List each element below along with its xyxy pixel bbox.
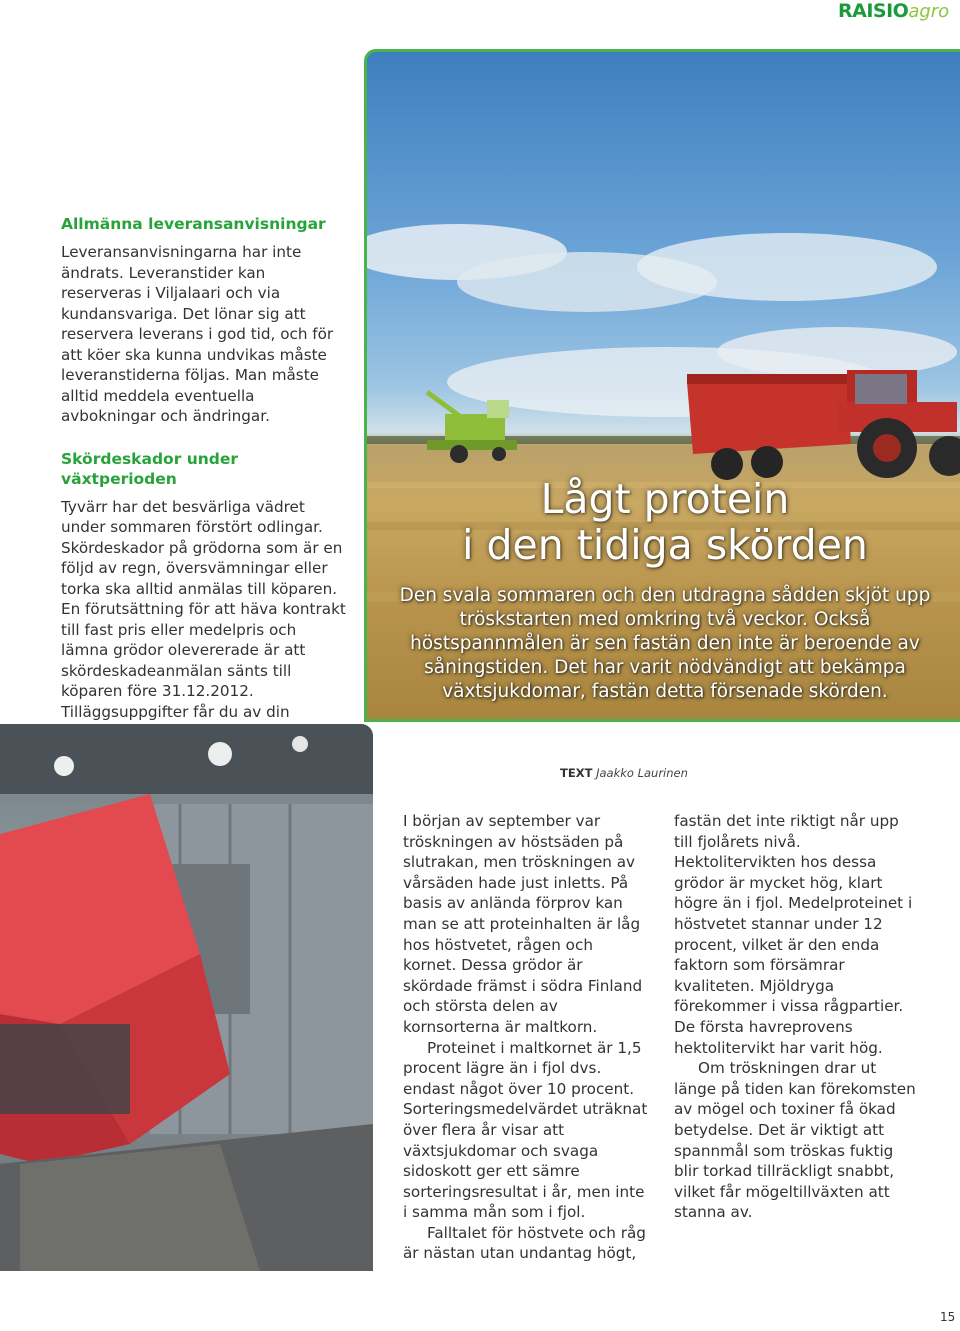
hero-photo (364, 49, 960, 722)
article-paragraph: I början av september var tröskningen av höstsäden på slutrakan, men tröskningen av vårsäden hade just inletts. På basis av anlända förprov kan man se att proteinhalten är låg hos höstvetet, rågen och kornet. Dessa grödor är skördade främst i södra Finland och största delen av kornsorterna är maltkorn. (403, 812, 643, 1036)
page-number: 15 (940, 1310, 956, 1324)
sidebar-heading-damage: Skördeskador under växtperioden (61, 449, 239, 488)
sidebar-paragraph-damage: Tyvärr har det besvärliga vädret under sommaren förstört odlingar. Skördeskador på grödorna som är en följd av regn, översvämningar eller torka ska alltid anmälas till köparen. En förutsättning för att häva kontrakt till fast pris eller medelpris och lämna grödor olevererade är att skördeskadeanmälan sänts till köparen före 31.12.2012. Tilläggsuppgifter får du av din (61, 497, 346, 721)
raisio-agro-logo (838, 0, 960, 22)
article-column-1 (403, 811, 651, 1264)
logo-brand: RAISIO (838, 0, 909, 22)
hero-title-line1: Lågt protein (540, 475, 790, 523)
grain-truck-photo (0, 724, 373, 1271)
byline (560, 766, 860, 780)
article-paragraph: Proteinet i maltkornet är 1,5 procent lägre än i fjol dvs. endast något över 10 procent. Sorteringsmedelvärdet uträknat över flera år visar att växtsjukdomar och svaga sidoskott ger ett sämre sorteringsresultat i år, men inte i samma mån som i fjol. (403, 1038, 648, 1222)
article-paragraph: Om tröskningen drar ut länge på tiden kan förekomsten av mögel och toxiner få ökad betydelse. Det är viktigt att spannmål som tröskas fuktig blir torkad tillräckligt snabbt, vilket får mögeltillväxten att stanna av. (674, 1059, 916, 1222)
hero-title-line2: i den tidiga skörden (462, 521, 868, 569)
article-paragraph: fastän det inte riktigt når upp till fjolårets nivå. Hektolitervikten hos dessa grödor är mycket hög, klart högre än i fjol. Medelproteinet i höstvetet stannar under 12 procent, vilket är den enda faktorn som försämrar kvaliteten. Mjöldryga förekommer i vissa rågpartier. De första havreprovens hektolitervikt har varit hög. (674, 812, 913, 1057)
byline-author: Jaakko Laurinen (596, 766, 688, 780)
byline-label: TEXT (560, 766, 593, 780)
sidebar-column (61, 214, 346, 743)
hero-lead-paragraph: Den svala sommaren och den utdragna sådden skjöt upp tröskstarten med omkring två veckor. Också höstspannmålen är sen fastän den inte är beroende av såningstiden. Det har varit nödvändigt att bekämpa växtsjukdomar, fastän detta försenade skörden. (399, 585, 931, 702)
grain-truck-illustration (0, 724, 373, 1271)
article-column-2 (674, 811, 922, 1223)
article-paragraph: Falltalet för höstvete och råg är nästan utan undantag högt, (403, 1223, 646, 1263)
sidebar-heading-delivery: Allmänna leveransanvisningar (61, 215, 326, 233)
sidebar-paragraph-delivery: Leveransanvisningarna har inte ändrats. Leveranstider kan reserveras i Viljalaari och via kundansvariga. Det lönar sig att reservera leverans i god tid, och för att köer ska kunna undvikas måste leveranstiderna följas. Man måste alltid meddela eventuella avbokningar och ändringar. (61, 243, 334, 425)
logo-sub: agro (908, 1, 950, 22)
